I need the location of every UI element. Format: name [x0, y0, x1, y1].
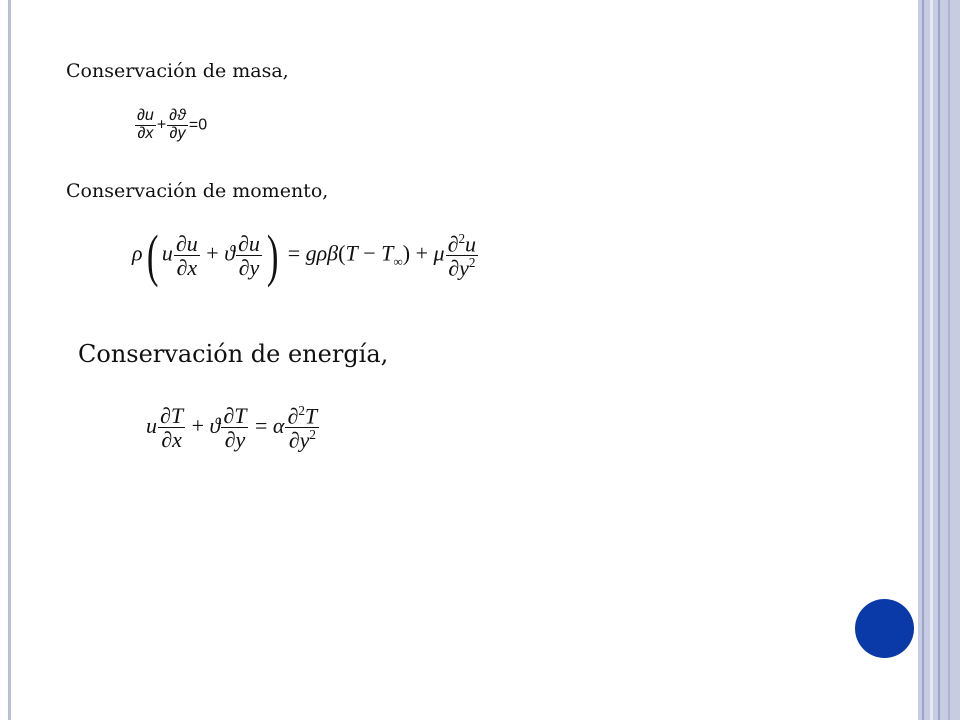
energy-heading: Conservación de energía, — [78, 340, 389, 368]
stripe-line — [948, 0, 950, 720]
momentum-equation: ρ( u $\frac{\partial u}{\partial x}$ + ϑ $\frac{\partial u}{\partial y}$ ) = $g\rho\beta(T - T_\infty) + \mu$ $\frac{\partial^2u}{\partial y^2}$ — [132, 223, 477, 288]
energy-equation: u $\frac{\partial T}{\partial x}$ + ϑ $\frac{\partial T}{\partial y}$ = α $\frac{\partial^2T}{\partial y^2}$ — [146, 403, 318, 453]
mass-equation: $\frac{\partial u}{\partial x}$ + $\frac{\partial ϑ}{\partial y}$ =0 — [137, 107, 208, 142]
stripe-line — [930, 0, 933, 720]
right-decorative-stripes — [918, 0, 960, 720]
decorative-circle — [855, 599, 914, 658]
stripe-line — [922, 0, 924, 720]
left-border-line — [8, 0, 11, 720]
momentum-heading: Conservación de momento, — [66, 180, 329, 202]
mass-heading: Conservación de masa, — [66, 60, 289, 82]
stripe-line — [938, 0, 940, 720]
